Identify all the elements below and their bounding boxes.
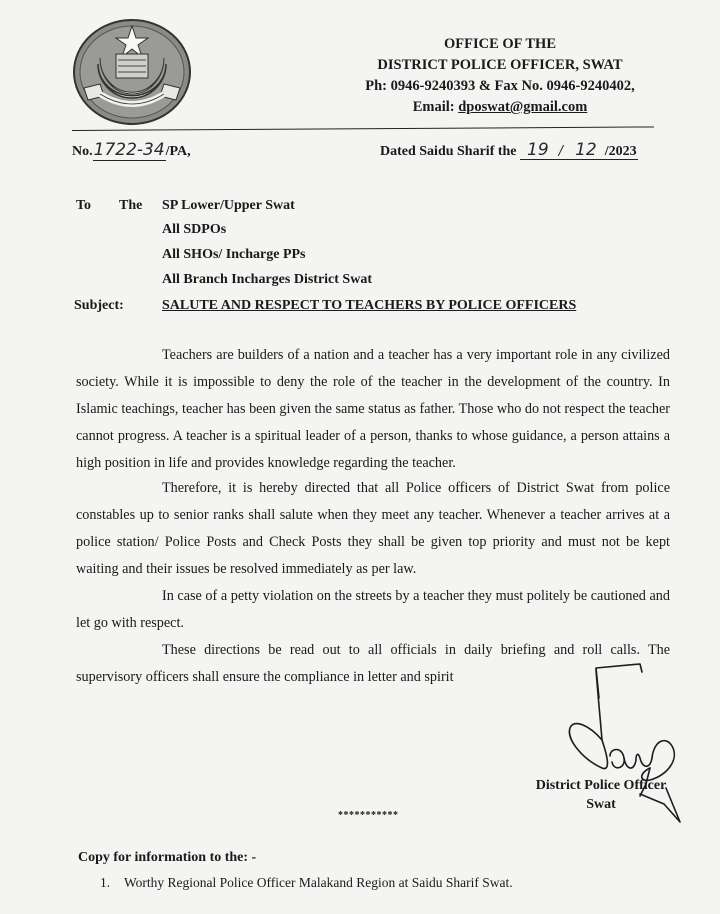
body-paragraph: Teachers are builders of a nation and a teacher has a very important role in any civilized society. While it is impossible to deny the role of the teacher in the development of the country. In Islamic teachings, teacher has been given the same status as father. Those who do not respect the teacher cannot progress. A teacher is a spiritual leader of a person, thanks to whose guidance, a person attains a high position in life and provides knowledge regarding the teacher. (76, 347, 670, 471)
signatory-block (530, 776, 672, 814)
reference-handwritten-number: 1722-34 (93, 140, 165, 160)
copy-list-item (100, 875, 513, 891)
body-paragraph: In case of a petty violation on the streets by a teacher they must politely be cautioned and let go with respect. (76, 588, 670, 631)
reference-suffix: /PA, (165, 144, 191, 159)
subject-text: SALUTE AND RESPECT TO TEACHERS BY POLICE OFFICERS (162, 298, 577, 313)
reference-number (72, 140, 191, 160)
to-label: To (76, 198, 92, 213)
police-emblem-icon (70, 18, 194, 126)
copy-item-number: 1. (100, 875, 111, 890)
subject-label: Subject: (74, 298, 124, 313)
the-label: The (119, 198, 143, 213)
date-line (380, 140, 638, 160)
signatory-place: Swat (586, 797, 616, 812)
email-label: Email: (412, 99, 455, 115)
signatory-title: District Police Officer (535, 778, 667, 793)
recipient-item: SP Lower/Upper Swat (162, 198, 295, 213)
body-paragraph: Therefore, it is hereby directed that all Police officers of District Swat from police constables up to senior ranks shall salute when they meet any teacher. Whenever a teacher arrives at a police station/ Police Posts and Check Posts they shall be given top priority and must not be kept waiting and their issues be resolved immediately as per law. (76, 480, 670, 577)
date-month: 12 (575, 140, 597, 160)
date-prefix: Dated Saidu Sharif the (380, 144, 517, 159)
email-link[interactable]: dposwat@gmail.com (458, 99, 588, 115)
date-day: 19 (527, 140, 549, 160)
copy-item-text: Worthy Regional Police Officer Malakand Region at Saidu Sharif Swat. (124, 875, 513, 890)
office-header (340, 34, 660, 118)
date-separator: / (558, 144, 564, 159)
body-paragraph: These directions be read out to all officials in daily briefing and roll calls. The supervisory officers shall ensure the compliance in letter and spirit (76, 642, 670, 685)
copy-heading: Copy for information to the: - (78, 850, 257, 865)
reference-prefix: No. (72, 144, 93, 159)
date-year: /2023 (604, 144, 637, 159)
header-divider (72, 126, 654, 131)
recipient-item: All SHOs/ Incharge PPs (162, 247, 306, 262)
office-line-2: DISTRICT POLICE OFFICER, SWAT (377, 57, 623, 73)
email-line (340, 97, 660, 118)
office-line-1: OFFICE OF THE (444, 36, 556, 52)
recipient-item: All SDPOs (162, 222, 227, 237)
recipient-item: All Branch Incharges District Swat (162, 272, 372, 287)
phone-fax-line: Ph: 0946-9240393 & Fax No. 0946-9240402, (365, 78, 635, 94)
separator-stars: *********** (338, 810, 399, 821)
